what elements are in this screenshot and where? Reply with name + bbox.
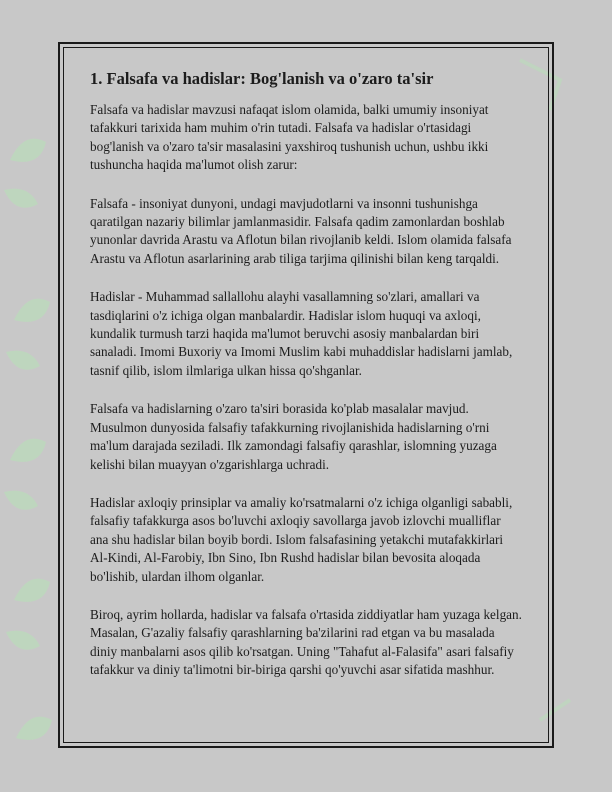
section-heading: 1. Falsafa va hadislar: Bog'lanish va o'zaro ta'sir [90,69,434,88]
paragraph-conflicts: Biroq, ayrim hollarda, hadislar va falsafa o'rtasida ziddiyatlar ham yuzaga kelgan. Masalan, G'azaliy falsafiy qarashlarning ba'zilarini rad etgan va bu masalada diniy manbalarni asos qilib ko'rsatgan. Uning "Tahafut al-Falasifa" asari falsafiy tafakkur va diniy ta'limotni bir-biriga qarshi qo'yuvchi asar sifatida mashhur. [90,606,522,678]
paragraph-falsafa: Falsafa - insoniyat dunyoni, undagi mavjudotlarni va insonni tushunishga qaratilgan nazariy bilimlar jamlanmasidir. Falsafa qadim zamonlardan boshlab yunonlar davrida Arastu va Aflotun bilan rivojlanib keldi. Islom olamida falsafa Arastu va Aflotun asarlarining arab tiliga tarjima qilinishi bilan keng tarqaldi. [90,195,512,266]
document-body [90,69,522,700]
paragraph-interaction: Falsafa va hadislarning o'zaro ta'siri borasida ko'plab masalalar mavjud. Musulmon dunyosida falsafiy tafakkurning rivojlanishida hadislarning o'rni ma'lum darajada seziladi. Ilk zamondagi falsafiy qarashlar, islomning yuzaga kelishi bilan muayyan o'zgarishlarga uchradi. [90,401,497,472]
paragraph-hadislar: Hadislar - Muhammad sallallohu alayhi vasallamning so'zlari, amallari va tasdiqlarini o'z ichiga olgan manbalardir. Hadislar islom huquqi va axloqi, kundalik turmush tarzi haqida ma'lumot beruvchi asosiy manbalardan biri sanaladi. Imomi Buxoriy va Imomi Muslim kabi muhaddislar hadislarni jamlab, tasnif qilib, islom ilmlariga ulkan hissa qo'shganlar. [90,289,513,378]
paragraph-intro: Falsafa va hadislar mavzusi nafaqat islom olamida, balki umumiy insoniyat tafakkuri tarixida ham muhim o'rin tutadi. Falsafa va hadislar o'rtasidagi bog'lanish va o'zaro ta'sir masalasini yaxshiroq tushunish uchun, ushbu ikki tushuncha haqida ma'lumot olish zarur: [90,102,489,173]
paragraph-ethics: Hadislar axloqiy prinsiplar va amaliy ko'rsatmalarni o'z ichiga olganligi sababli, falsafiy tafakkurga asos bo'luvchi axloqiy savollarga javob izlovchi mualliflar ana shu hadislar bilan boyib bordi. Islom falsafasining yetakchi mutafakkirlari Al-Kindi, Al-Farobiy, Ibn Sino, Ibn Rushd hadislar bilan bevosita aloqada bo'lishib, ulardan ilhom olganlar. [90,494,513,584]
